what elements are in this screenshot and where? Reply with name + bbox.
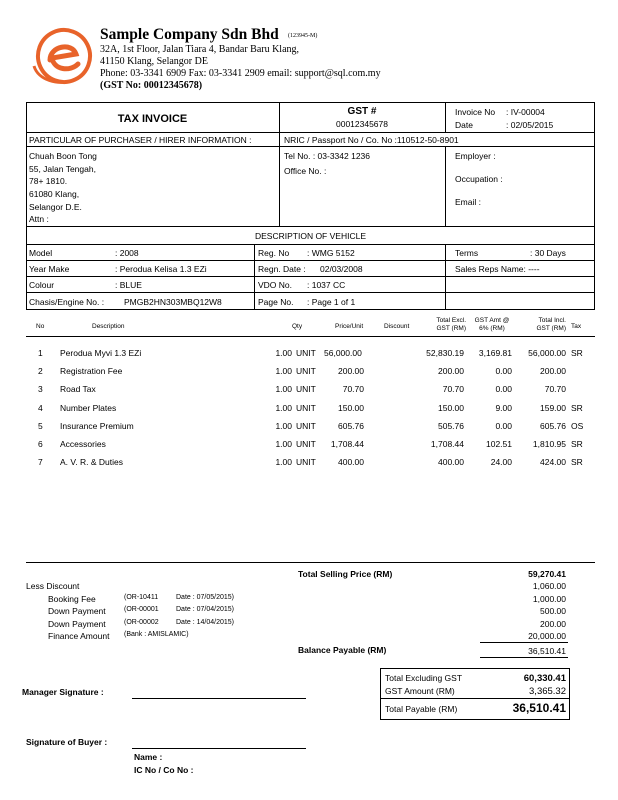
invoice-date: : 02/05/2015 <box>506 120 554 130</box>
company-address-line1: 32A, 1st Floor, Jalan Tiara 4, Bandar Baru Klang, <box>100 44 300 55</box>
item-incl: 159.00 <box>540 403 566 413</box>
item-qty: 1.00 <box>275 403 292 413</box>
item-tax: SR <box>571 439 583 449</box>
vehicle-colour: : BLUE <box>115 280 142 290</box>
manager-signature-label: Manager Signature : <box>22 687 104 697</box>
balance-value: 36,510.41 <box>528 646 566 656</box>
item-desc: Registration Fee <box>60 366 123 376</box>
buyer-signature-line <box>132 748 306 749</box>
vehicle-chassis-label: Chasis/Engine No. : <box>29 297 105 307</box>
item-price: 400.00 <box>338 457 364 467</box>
deduction-date: Date : 07/04/2015) <box>176 606 234 613</box>
item-gst: 0.00 <box>495 384 512 394</box>
table-row <box>0 421 618 433</box>
col-total-incl-sub: GST (RM) <box>536 325 566 332</box>
less-discount-label: Less Discount <box>26 581 80 591</box>
table-row <box>0 457 618 469</box>
item-qty: 1.00 <box>275 348 292 358</box>
col-gst-amt-sub: 6% (RM) <box>479 325 505 332</box>
deduction-label: Down Payment <box>48 606 106 616</box>
item-price: 150.00 <box>338 403 364 413</box>
deduction-value: 200.00 <box>540 619 566 629</box>
item-price: 605.76 <box>338 421 364 431</box>
total-selling-value: 59,270.41 <box>528 569 566 579</box>
item-unit: UNIT <box>296 457 316 467</box>
col-total-excl: Total Excl. <box>436 317 466 324</box>
deduction-label: Down Payment <box>48 619 106 629</box>
vehicle-vdo-label: VDO No. <box>258 280 293 290</box>
item-excl: 70.70 <box>442 384 464 394</box>
item-qty: 1.00 <box>275 384 292 394</box>
item-no: 3 <box>38 384 43 394</box>
item-desc: A. V. R. & Duties <box>60 457 123 467</box>
item-incl: 70.70 <box>544 384 566 394</box>
vehicle-model-label: Model <box>29 248 53 258</box>
company-logo-icon <box>28 26 96 88</box>
item-price: 1,708.44 <box>330 439 364 449</box>
col-total-excl-sub: GST (RM) <box>436 325 466 332</box>
purchaser-office: Office No. : <box>284 166 327 176</box>
item-unit: UNIT <box>296 421 316 431</box>
col-total-incl: Total Incl. <box>538 317 566 324</box>
buyer-signature-label: Signature of Buyer : <box>26 737 108 747</box>
item-qty: 1.00 <box>275 421 292 431</box>
item-desc: Road Tax <box>60 384 96 394</box>
invoice-no-label: Invoice No <box>455 107 496 117</box>
item-unit: UNIT <box>296 403 316 413</box>
item-incl: 56,000.00 <box>528 348 566 358</box>
discount-value: 1,060.00 <box>532 581 566 591</box>
vehicle-section-title: DESCRIPTION OF VEHICLE <box>255 231 366 241</box>
item-unit: UNIT <box>296 348 316 358</box>
purchaser-email: Email : <box>455 197 481 207</box>
table-row <box>0 366 618 378</box>
deduction-value: 1,000.00 <box>532 594 566 604</box>
vehicle-regn-date-label: Regn. Date : <box>258 264 306 274</box>
manager-signature-line <box>132 698 306 699</box>
vehicle-regn-date: 02/03/2008 <box>320 264 363 274</box>
deduction-date: Date : 14/04/2015) <box>176 619 234 626</box>
item-tax: SR <box>571 457 583 467</box>
excl-gst-value: 60,330.41 <box>523 673 566 684</box>
purchaser-address-line: 61080 Klang, <box>29 189 80 199</box>
table-row <box>0 439 618 451</box>
sales-rep: Sales Reps Name: ---- <box>455 264 540 274</box>
item-no: 2 <box>38 366 43 376</box>
deduction-label: Booking Fee <box>48 594 96 604</box>
excl-gst-label: Total Excluding GST <box>385 673 463 683</box>
invoice-title: TAX INVOICE <box>117 113 188 125</box>
vehicle-page: : Page 1 of 1 <box>307 297 356 307</box>
gst-value: 00012345678 <box>335 119 388 129</box>
deduction-ref: (OR-00002 <box>124 619 159 626</box>
deduction-value: 500.00 <box>540 606 566 616</box>
purchaser-name: Chuah Boon Tong <box>29 151 97 161</box>
purchaser-occupation: Occupation : <box>455 174 503 184</box>
vehicle-reg-no-label: Reg. No <box>258 248 290 258</box>
item-price: 56,000.00 <box>324 348 362 358</box>
item-incl: 605.76 <box>540 421 566 431</box>
col-qty: Qty <box>292 323 303 330</box>
col-gst-amt: GST Amt @ <box>474 317 510 324</box>
invoice-header-box <box>26 102 595 310</box>
item-excl: 200.00 <box>438 366 464 376</box>
col-description: Description <box>92 323 125 330</box>
item-gst: 3,169.81 <box>478 348 512 358</box>
buyer-ic-label: IC No / Co No : <box>134 765 194 775</box>
item-qty: 1.00 <box>275 457 292 467</box>
vehicle-year-make: : Perodua Kelisa 1.3 EZi <box>115 264 207 274</box>
company-logo <box>28 26 96 88</box>
table-row <box>0 384 618 396</box>
purchaser-address-line: Selangor D.E. <box>29 202 82 212</box>
col-tax: Tax <box>571 323 582 330</box>
item-no: 5 <box>38 421 43 431</box>
invoice-date-label: Date <box>455 120 473 130</box>
purchaser-employer: Employer : <box>455 151 496 161</box>
gst-amount-value: 3,365.32 <box>529 686 566 697</box>
item-excl: 150.00 <box>438 403 464 413</box>
particular-label: PARTICULAR OF PURCHASER / HIRER INFORMATION : <box>29 135 252 145</box>
purchaser-address-line: 55, Jalan Tengah, <box>29 164 96 174</box>
buyer-name-label: Name : <box>134 752 163 762</box>
item-excl: 505.76 <box>438 421 464 431</box>
item-gst: 0.00 <box>495 366 512 376</box>
company-gst-no: (GST No: 00012345678) <box>100 80 203 91</box>
company-reg-no: (123945-M) <box>288 33 318 39</box>
item-tax: OS <box>571 421 584 431</box>
vehicle-colour-label: Colour <box>29 280 55 290</box>
deduction-ref: (Bank : AMISLAMIC) <box>124 631 189 638</box>
total-payable-label: Total Payable (RM) <box>385 704 458 714</box>
total-selling-label: Total Selling Price (RM) <box>298 569 393 579</box>
vehicle-vdo: : 1037 CC <box>307 280 346 290</box>
purchaser-attn: Attn : <box>29 214 49 224</box>
item-incl: 200.00 <box>540 366 566 376</box>
item-price: 200.00 <box>338 366 364 376</box>
col-price-unit: Price/Unit <box>335 323 364 330</box>
item-excl: 1,708.44 <box>430 439 464 449</box>
item-no: 6 <box>38 439 43 449</box>
item-desc: Accessories <box>60 439 106 449</box>
deduction-value: 20,000.00 <box>528 631 566 641</box>
company-name: Sample Company Sdn Bhd <box>100 26 279 43</box>
deduction-ref: (OR-10411 <box>124 594 159 601</box>
company-contact: Phone: 03-3341 6909 Fax: 03-3341 2909 email: support@sql.com.my <box>100 68 381 79</box>
purchaser-tel: Tel No. : 03-3342 1236 <box>284 151 371 161</box>
item-incl: 1,810.95 <box>532 439 566 449</box>
item-desc: Perodua Myvi 1.3 EZi <box>60 348 142 358</box>
terms-label: Terms <box>455 248 479 258</box>
purchaser-address-line: 78+ 1810. <box>29 176 68 186</box>
invoice-no: : IV-00004 <box>506 107 545 117</box>
gst-amount-label: GST Amount (RM) <box>385 686 455 696</box>
deduction-ref: (OR-00001 <box>124 606 159 613</box>
item-incl: 424.00 <box>540 457 566 467</box>
vehicle-reg-no: : WMG 5152 <box>307 248 355 258</box>
terms: : 30 Days <box>530 248 566 258</box>
item-no: 1 <box>38 348 43 358</box>
table-row <box>0 348 618 360</box>
item-excl: 52,830.19 <box>426 348 464 358</box>
item-gst: 9.00 <box>495 403 512 413</box>
item-no: 4 <box>38 403 43 413</box>
vehicle-model: : 2008 <box>115 248 139 258</box>
vehicle-page-label: Page No. <box>258 297 294 307</box>
col-discount: Discount <box>384 323 410 330</box>
vehicle-year-make-label: Year Make <box>29 264 70 274</box>
item-gst: 0.00 <box>495 421 512 431</box>
item-unit: UNIT <box>296 366 316 376</box>
company-address-line2: 41150 Klang, Selangor DE <box>100 56 208 67</box>
vehicle-chassis: PMGB2HN303MBQ12W8 <box>124 297 222 307</box>
gst-label: GST # <box>347 106 377 117</box>
item-desc: Insurance Premium <box>60 421 134 431</box>
col-no: No <box>36 323 45 330</box>
item-price: 70.70 <box>342 384 364 394</box>
item-unit: UNIT <box>296 439 316 449</box>
item-tax: SR <box>571 348 583 358</box>
item-qty: 1.00 <box>275 366 292 376</box>
item-qty: 1.00 <box>275 439 292 449</box>
deduction-label: Finance Amount <box>48 631 110 641</box>
item-unit: UNIT <box>296 384 316 394</box>
item-desc: Number Plates <box>60 403 117 413</box>
balance-label: Balance Payable (RM) <box>298 645 387 655</box>
item-gst: 102.51 <box>486 439 512 449</box>
item-excl: 400.00 <box>438 457 464 467</box>
item-tax: SR <box>571 403 583 413</box>
nric-line: NRIC / Passport No / Co. No :110512-50-8901 <box>284 135 459 145</box>
deduction-date: Date : 07/05/2015) <box>176 594 234 601</box>
item-gst: 24.00 <box>490 457 512 467</box>
total-payable-value: 36,510.41 <box>512 701 566 715</box>
table-row <box>0 403 618 415</box>
item-no: 7 <box>38 457 43 467</box>
